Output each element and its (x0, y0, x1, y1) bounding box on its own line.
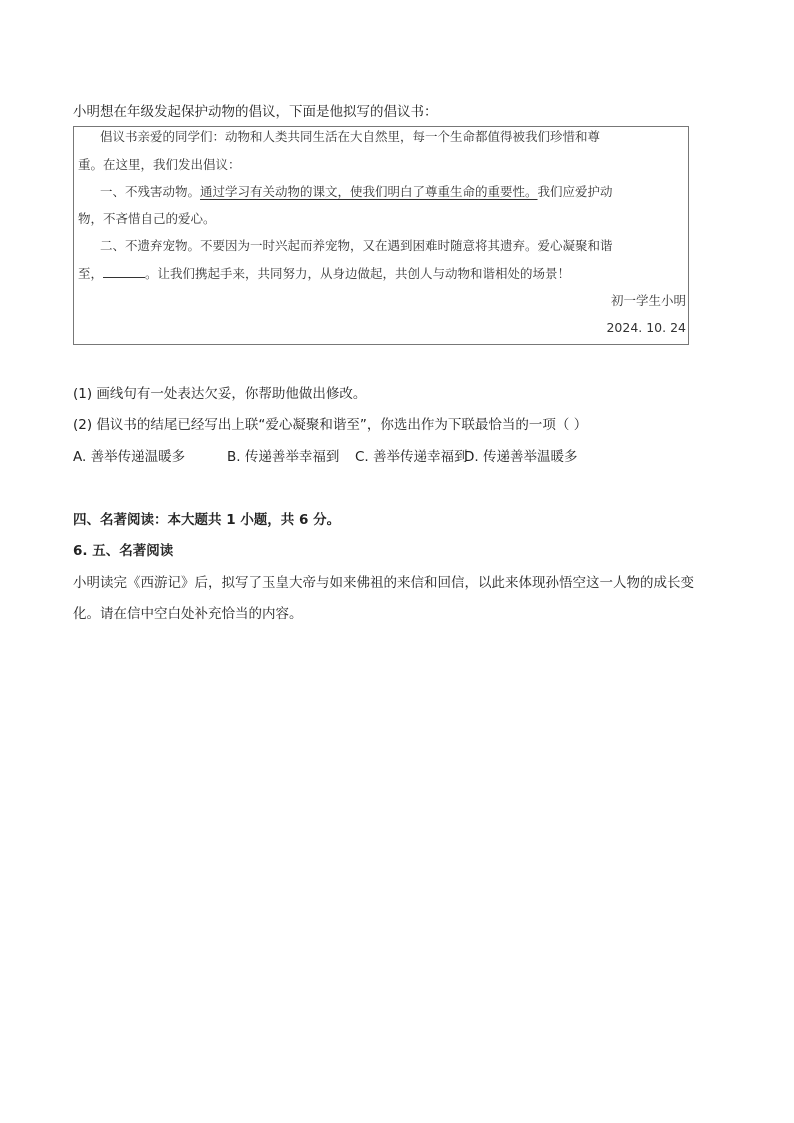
question-1: (1) 画线句有一处表达欠妥，你帮助他做出修改。 (73, 386, 367, 402)
underlined-sentence: 通过学习有关动物的课文，使我们明白了尊重生命的重要性。 (200, 184, 538, 199)
option-b: B. 传递善举幸福到 (227, 449, 340, 465)
section-heading-mid: 小题，共 (240, 512, 295, 528)
reading-paragraph-line-2: 化。请在信中空白处补充恰当的内容。 (73, 606, 303, 622)
section-heading-end: 分。 (313, 512, 341, 528)
section-subtitle: 6. 五、名著阅读 (73, 543, 174, 559)
section-heading (73, 510, 340, 530)
proposal-line-4: 物，不吝惜自己的爱心。 (78, 211, 216, 226)
proposal-line-6 (78, 265, 570, 283)
proposal-signature: 初一学生小明 (610, 293, 686, 308)
question-count: 1 (226, 512, 236, 528)
proposal-line-6-end: 。让我们携起手来，共同努力，从身边做起，共创人与动物和谐相处的场景！ (145, 266, 571, 281)
proposal-line-1: 倡议书亲爱的同学们：动物和人类共同生活在大自然里，每一个生命都值得被我们珍惜和尊 (100, 129, 601, 144)
proposal-line-5: 二、不遗弃宠物。不要因为一时兴起而养宠物，又在遇到困难时随意将其遗弃。爱心凝聚和谐 (100, 238, 613, 253)
proposal-box (73, 126, 689, 345)
answer-options (73, 447, 577, 467)
fill-blank (103, 265, 145, 278)
proposal-item-one: 一、不残害动物。 (100, 184, 201, 199)
proposal-date: 2024. 10. 24 (606, 320, 686, 335)
option-c: C. 善举传递幸福到 (355, 449, 468, 465)
proposal-line-2: 重。在这里，我们发出倡议： (78, 157, 241, 172)
option-d: D. 传递善举温暖多 (464, 449, 578, 465)
section-heading-start: 四、名著阅读：本大题共 (73, 512, 222, 528)
question-2: (2) 倡议书的结尾已经写出上联“爱心凝聚和谐至”，你选出作为下联最恰当的一项（ ） (73, 417, 588, 433)
proposal-line-3-end: 我们应爱护动 (537, 184, 613, 199)
proposal-line-3 (100, 183, 613, 201)
proposal-line-6-start: 至， (78, 266, 104, 281)
option-a: A. 善举传递温暖多 (73, 449, 186, 465)
section-score: 6 (299, 512, 309, 528)
intro-text: 小明想在年级发起保护动物的倡议，下面是他拟写的倡议书： (73, 104, 438, 120)
reading-paragraph-line-1: 小明读完《西游记》后，拟写了玉皇大帝与如来佛祖的来信和回信，以此来体现孙悟空这一人物的成长变 (73, 575, 694, 591)
